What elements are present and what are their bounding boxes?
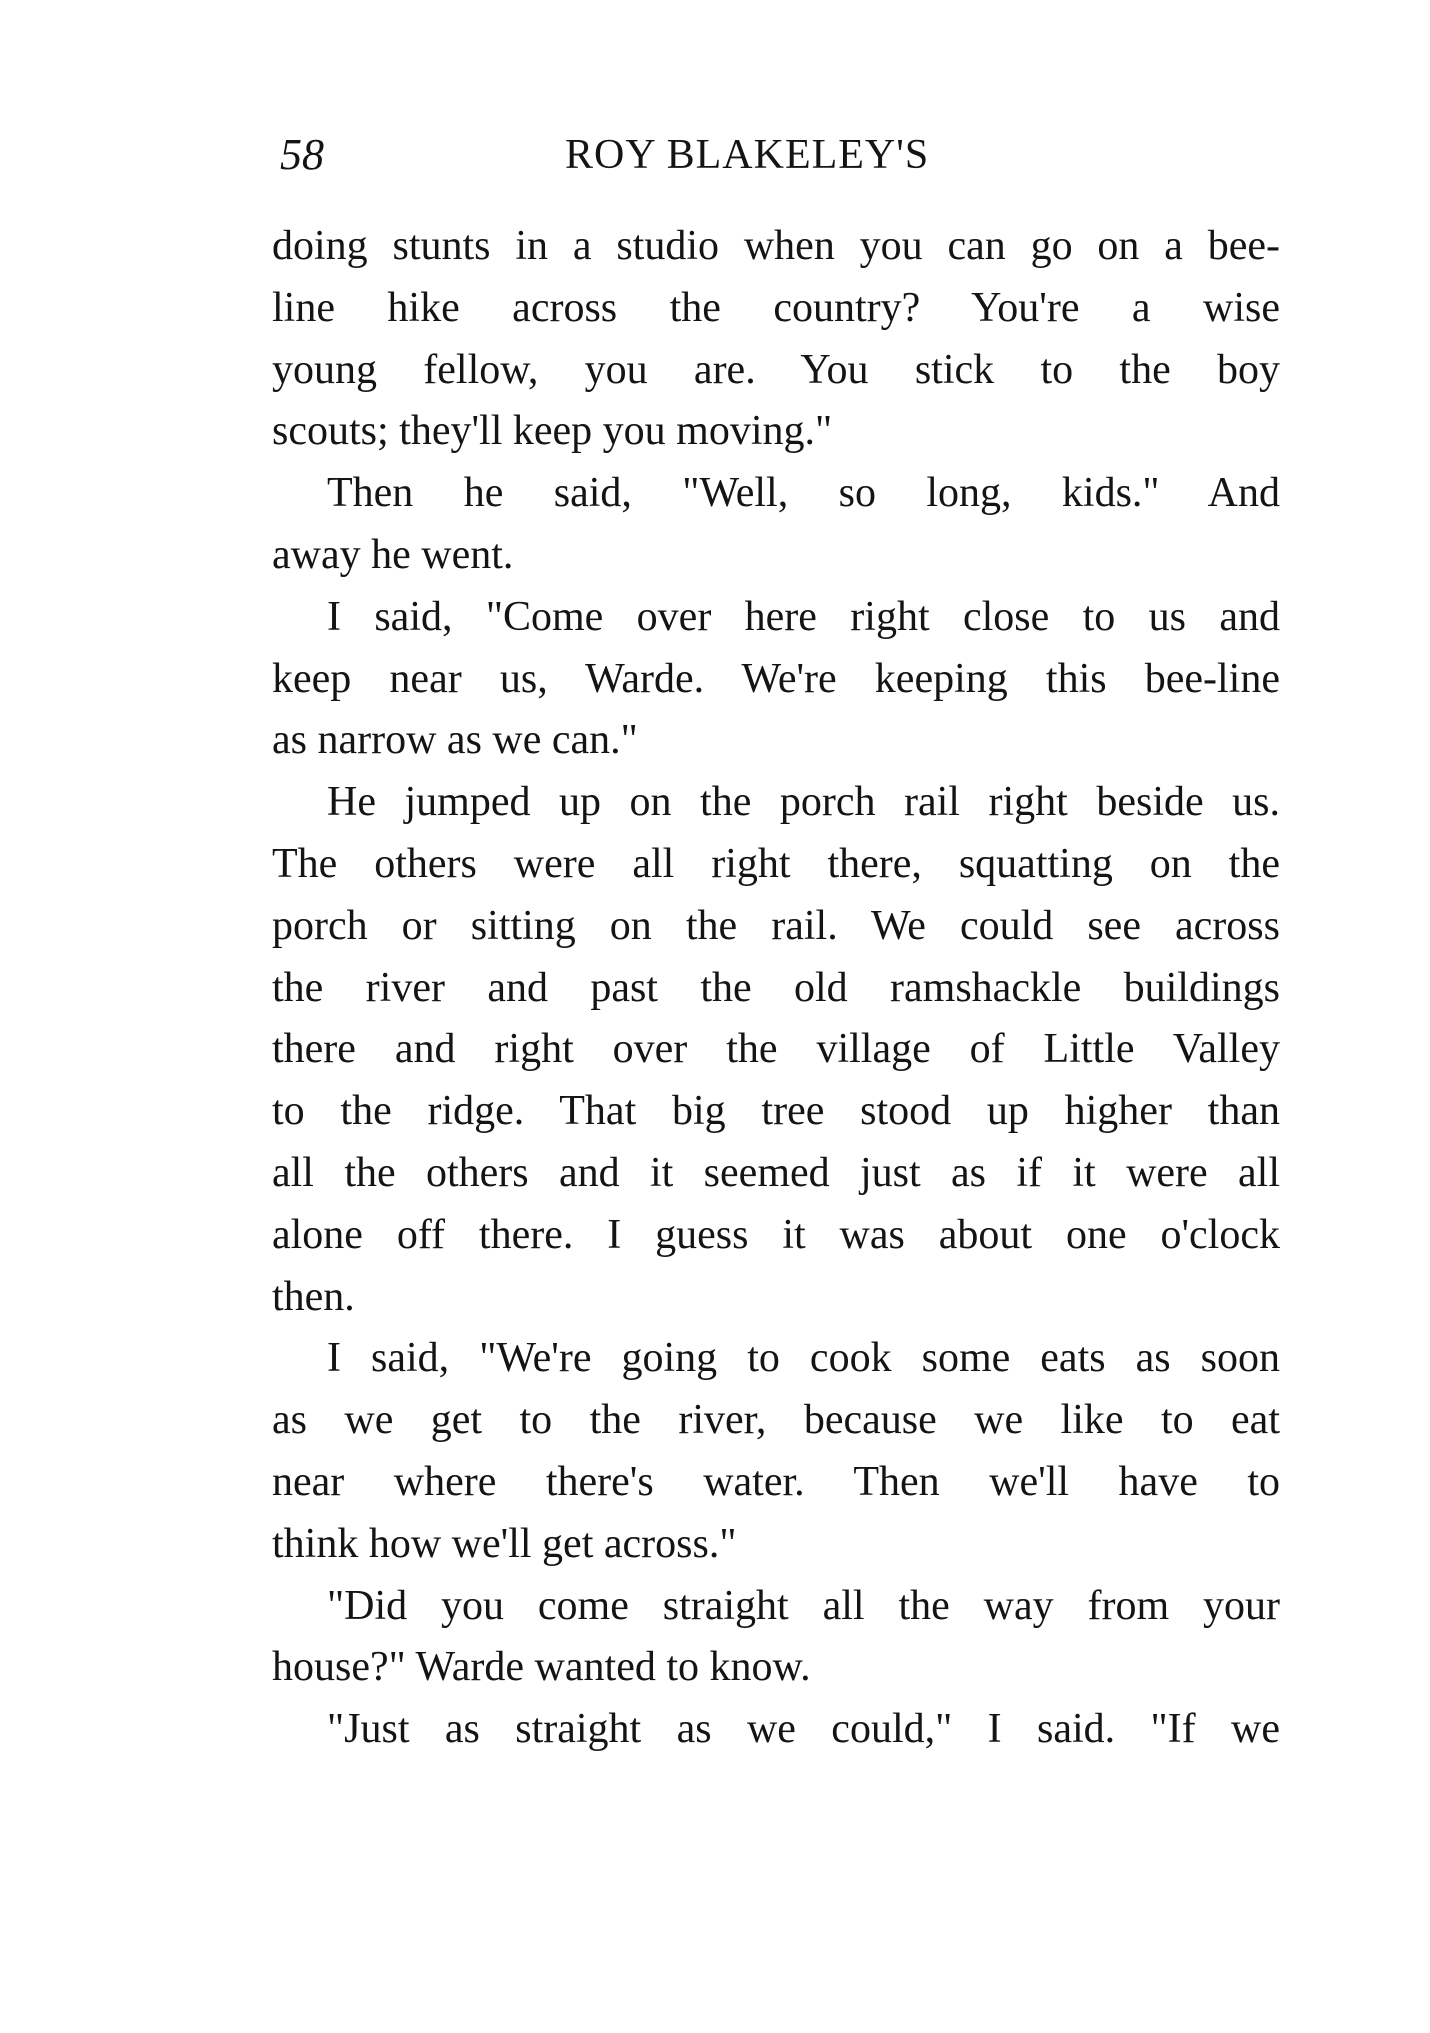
text-line: all the others and it seemed just as if it were all: [272, 1149, 1280, 1196]
running-head: ROY BLAKELEY'S: [565, 132, 930, 178]
body-text: [272, 216, 1280, 1761]
text-line: Then he said, "Well, so long, kids." And: [327, 470, 1280, 517]
text-line: line hike across the country? You're a wise: [272, 284, 1280, 331]
text-line: then.: [272, 1273, 355, 1320]
text-line: keep near us, Warde. We're keeping this bee-line: [272, 655, 1280, 702]
text-line: porch or sitting on the rail. We could see across: [272, 902, 1280, 949]
text-line: to the ridge. That big tree stood up higher than: [272, 1088, 1280, 1135]
text-line: scouts; they'll keep you moving.": [272, 408, 833, 455]
text-line: The others were all right there, squatting on the: [272, 840, 1280, 887]
text-line: there and right over the village of Little Valley: [272, 1026, 1280, 1073]
text-line: near where there's water. Then we'll have to: [272, 1458, 1280, 1505]
text-line: house?" Warde wanted to know.: [272, 1644, 811, 1691]
text-line: as we get to the river, because we like to eat: [272, 1397, 1280, 1444]
text-line: away he went.: [272, 531, 514, 578]
text-line: "Did you come straight all the way from your: [327, 1582, 1280, 1629]
text-line: I said, "We're going to cook some eats as soon: [327, 1335, 1280, 1382]
text-line: doing stunts in a studio when you can go on a bee-: [272, 223, 1280, 269]
page-header: [280, 125, 1280, 185]
text-line: I said, "Come over here right close to us and: [327, 593, 1280, 640]
page-number: 58: [280, 130, 324, 179]
text-line: the river and past the old ramshackle buildings: [272, 964, 1280, 1011]
text-line: He jumped up on the porch rail right beside us.: [327, 779, 1280, 826]
text-line: young fellow, you are. You stick to the boy: [272, 346, 1280, 393]
text-line: as narrow as we can.": [272, 717, 638, 764]
text-line: "Just as straight as we could," I said. "If we: [327, 1706, 1280, 1753]
text-line: alone off there. I guess it was about one o'clock: [272, 1211, 1280, 1258]
text-line: think how we'll get across.": [272, 1520, 737, 1567]
